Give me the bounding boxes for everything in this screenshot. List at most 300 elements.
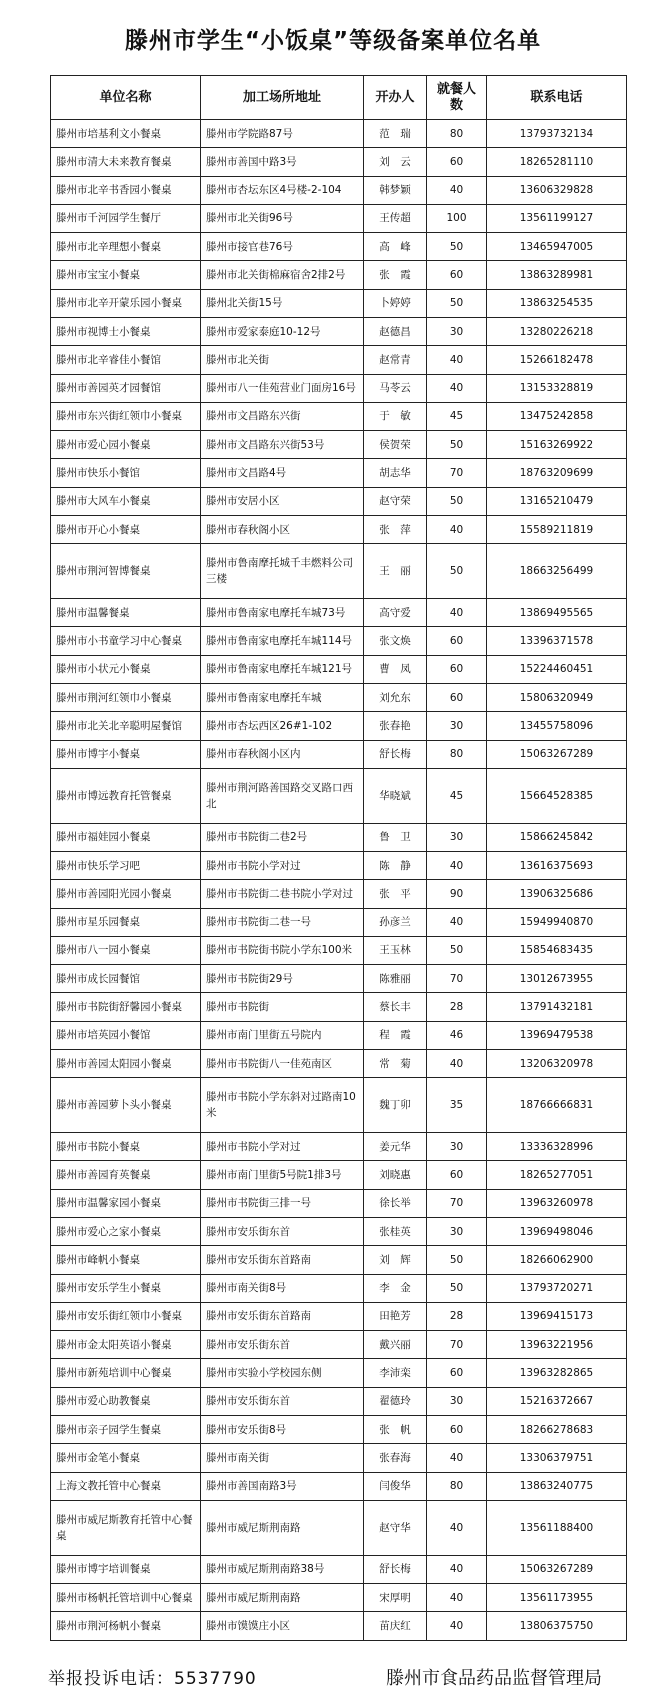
cell-person: 李 金: [364, 1274, 427, 1302]
cell-person: 张春海: [364, 1444, 427, 1472]
cell-name: 滕州市视博士小餐桌: [51, 317, 201, 345]
cell-person: 赵德昌: [364, 317, 427, 345]
cell-phone: 13206320978: [487, 1049, 627, 1077]
cell-name: 滕州市小状元小餐桌: [51, 655, 201, 683]
table-row: [51, 852, 627, 880]
cell-phone: 13863240775: [487, 1472, 627, 1500]
cell-person: 田艳芳: [364, 1302, 427, 1330]
cell-count: 70: [427, 965, 487, 993]
table-row: [51, 1472, 627, 1500]
document-title: 滕州市学生“小饭桌”等级备案单位名单: [124, 28, 542, 54]
cell-address: 滕州市书院街二巷一号: [201, 908, 364, 936]
cell-name: 上海文教托管中心餐桌: [51, 1472, 201, 1500]
cell-address: 滕州市杏坛西区26#1-102: [201, 712, 364, 740]
table-row: [51, 1161, 627, 1189]
cell-count: 50: [427, 289, 487, 317]
cell-name: 滕州市福娃园小餐桌: [51, 823, 201, 851]
cell-name: 滕州市杨帆托管培训中心餐桌: [51, 1584, 201, 1612]
cell-address: 滕州市安乐街东首: [201, 1218, 364, 1246]
cell-name: 滕州市星乐园餐桌: [51, 908, 201, 936]
cell-count: 30: [427, 1387, 487, 1415]
table-row: [51, 993, 627, 1021]
cell-phone: 13869495565: [487, 599, 627, 627]
cell-phone: 13863289981: [487, 261, 627, 289]
cell-count: 90: [427, 880, 487, 908]
cell-name: 滕州市小书童学习中心餐桌: [51, 627, 201, 655]
table-row: [51, 1078, 627, 1133]
table-row: [51, 655, 627, 683]
cell-phone: 18763209699: [487, 459, 627, 487]
cell-name: 滕州市成长园餐馆: [51, 965, 201, 993]
table-row: [51, 431, 627, 459]
cell-address: 滕州市安乐街8号: [201, 1415, 364, 1443]
cell-person: 张文焕: [364, 627, 427, 655]
cell-count: 28: [427, 1302, 487, 1330]
header-row: [51, 76, 627, 120]
cell-count: 40: [427, 374, 487, 402]
cell-address: 滕州市北关街棉麻宿舍2排2号: [201, 261, 364, 289]
cell-phone: 15949940870: [487, 908, 627, 936]
table-row: [51, 1021, 627, 1049]
cell-name: 滕州市北辛书香园小餐桌: [51, 176, 201, 204]
cell-person: 李沛栾: [364, 1359, 427, 1387]
table-row: [51, 289, 627, 317]
cell-person: 张 平: [364, 880, 427, 908]
cell-address: 滕州市安乐街东首: [201, 1387, 364, 1415]
cell-address: 滕州市爱家泰庭10-12号: [201, 317, 364, 345]
cell-address: 滕州北关街15号: [201, 289, 364, 317]
cell-person: 赵常青: [364, 346, 427, 374]
cell-address: 滕州市学院路87号: [201, 120, 364, 148]
cell-address: 滕州市书院街: [201, 993, 364, 1021]
cell-phone: 13336328996: [487, 1133, 627, 1161]
table-row: [51, 1500, 627, 1555]
cell-name: 滕州市八一园小餐桌: [51, 936, 201, 964]
cell-name: 滕州市快乐学习吧: [51, 852, 201, 880]
cell-count: 60: [427, 1359, 487, 1387]
cell-count: 50: [427, 233, 487, 261]
cell-count: 60: [427, 148, 487, 176]
cell-name: 滕州市北辛睿佳小餐馆: [51, 346, 201, 374]
cell-name: 滕州市书院街舒馨园小餐桌: [51, 993, 201, 1021]
table-row: [51, 176, 627, 204]
cell-address: 滕州市安乐街东首路南: [201, 1246, 364, 1274]
cell-address: 滕州市安居小区: [201, 487, 364, 515]
report-phone: 举报投诉电话：5537790: [48, 1669, 257, 1689]
table-row: [51, 204, 627, 232]
table-row: [51, 712, 627, 740]
cell-address: 滕州市书院街二巷2号: [201, 823, 364, 851]
table-row: [51, 233, 627, 261]
cell-count: 45: [427, 402, 487, 430]
cell-count: 35: [427, 1078, 487, 1133]
cell-count: 40: [427, 1049, 487, 1077]
cell-person: 张春艳: [364, 712, 427, 740]
cell-name: 滕州市峰帆小餐桌: [51, 1246, 201, 1274]
cell-name: 滕州市爱心之家小餐桌: [51, 1218, 201, 1246]
cell-person: 翟德玲: [364, 1387, 427, 1415]
cell-address: 滕州市书院小学对过: [201, 1133, 364, 1161]
table-row: [51, 515, 627, 543]
cell-address: 滕州市书院街三排一号: [201, 1189, 364, 1217]
cell-name: 滕州市金笔小餐桌: [51, 1444, 201, 1472]
cell-phone: 13616375693: [487, 852, 627, 880]
cell-count: 40: [427, 515, 487, 543]
cell-phone: 13963221956: [487, 1331, 627, 1359]
cell-person: 徐长举: [364, 1189, 427, 1217]
cell-person: 常 菊: [364, 1049, 427, 1077]
cell-address: 滕州市文昌路东兴街: [201, 402, 364, 430]
cell-phone: 18766666831: [487, 1078, 627, 1133]
cell-person: 王玉林: [364, 936, 427, 964]
table-row: [51, 1415, 627, 1443]
table-row: [51, 965, 627, 993]
cell-count: 60: [427, 683, 487, 711]
cell-address: 滕州市书院街二巷书院小学对过: [201, 880, 364, 908]
table-row: [51, 544, 627, 599]
cell-phone: 13969415173: [487, 1302, 627, 1330]
cell-phone: 15266182478: [487, 346, 627, 374]
cell-name: 滕州市清大未来教育餐桌: [51, 148, 201, 176]
cell-phone: 13306379751: [487, 1444, 627, 1472]
cell-name: 滕州市北辛理想小餐桌: [51, 233, 201, 261]
cell-phone: 13280226218: [487, 317, 627, 345]
cell-address: 滕州市善国中路3号: [201, 148, 364, 176]
cell-count: 80: [427, 1472, 487, 1500]
cell-address: 滕州市鲁南摩托城千丰燃料公司三楼: [201, 544, 364, 599]
cell-count: 40: [427, 1500, 487, 1555]
cell-person: 于 敏: [364, 402, 427, 430]
table-row: [51, 627, 627, 655]
cell-person: 高 峰: [364, 233, 427, 261]
cell-count: 50: [427, 936, 487, 964]
cell-person: 范 瑞: [364, 120, 427, 148]
cell-count: 60: [427, 655, 487, 683]
cell-phone: 15854683435: [487, 936, 627, 964]
cell-phone: 18266062900: [487, 1246, 627, 1274]
cell-address: 滕州市书院街书院小学东100米: [201, 936, 364, 964]
cell-phone: 13863254535: [487, 289, 627, 317]
cell-person: 王 丽: [364, 544, 427, 599]
cell-address: 滕州市南关街8号: [201, 1274, 364, 1302]
cell-address: 滕州市南关街: [201, 1444, 364, 1472]
cell-phone: 13791432181: [487, 993, 627, 1021]
cell-address: 滕州市南门里街5号院1排3号: [201, 1161, 364, 1189]
cell-phone: 18663256499: [487, 544, 627, 599]
table-row: [51, 908, 627, 936]
cell-count: 40: [427, 908, 487, 936]
cell-person: 马苓云: [364, 374, 427, 402]
cell-count: 50: [427, 1246, 487, 1274]
cell-person: 舒长梅: [364, 740, 427, 768]
header-person: 开办人: [364, 76, 427, 120]
cell-name: 滕州市善园阳光园小餐桌: [51, 880, 201, 908]
cell-person: 戴兴丽: [364, 1331, 427, 1359]
cell-phone: 13012673955: [487, 965, 627, 993]
cell-count: 100: [427, 204, 487, 232]
table-row: [51, 1555, 627, 1583]
cell-name: 滕州市快乐小餐馆: [51, 459, 201, 487]
cell-count: 46: [427, 1021, 487, 1049]
table-row: [51, 1218, 627, 1246]
table-row: [51, 1584, 627, 1612]
cell-person: 卜婷婷: [364, 289, 427, 317]
cell-address: 滕州市鲁南家电摩托车城114号: [201, 627, 364, 655]
cell-address: 滕州市安乐街东首: [201, 1331, 364, 1359]
cell-phone: 13969479538: [487, 1021, 627, 1049]
cell-count: 30: [427, 712, 487, 740]
table-row: [51, 1444, 627, 1472]
cell-person: 赵守华: [364, 1500, 427, 1555]
cell-count: 40: [427, 1444, 487, 1472]
cell-phone: 15806320949: [487, 683, 627, 711]
table-row: [51, 740, 627, 768]
cell-address: 滕州市书院街八一佳苑南区: [201, 1049, 364, 1077]
cell-person: 高守爱: [364, 599, 427, 627]
table-row: [51, 1246, 627, 1274]
cell-person: 陈 静: [364, 852, 427, 880]
cell-count: 30: [427, 317, 487, 345]
cell-name: 滕州市博宇培训餐桌: [51, 1555, 201, 1583]
cell-name: 滕州市温馨家园小餐桌: [51, 1189, 201, 1217]
cell-person: 赵守荣: [364, 487, 427, 515]
cell-name: 滕州市荆河杨帆小餐桌: [51, 1612, 201, 1641]
cell-person: 张 萍: [364, 515, 427, 543]
cell-count: 28: [427, 993, 487, 1021]
cell-phone: 18265281110: [487, 148, 627, 176]
cell-name: 滕州市北关北辛聪明屋餐馆: [51, 712, 201, 740]
cell-phone: 18265277051: [487, 1161, 627, 1189]
cell-phone: 15163269922: [487, 431, 627, 459]
cell-name: 滕州市安乐街红领巾小餐桌: [51, 1302, 201, 1330]
cell-address: 滕州市春秋阁小区: [201, 515, 364, 543]
cell-person: 刘晓惠: [364, 1161, 427, 1189]
cell-name: 滕州市金太阳英语小餐桌: [51, 1331, 201, 1359]
cell-address: 滕州市馍馍庄小区: [201, 1612, 364, 1641]
cell-address: 滕州市实验小学校园东侧: [201, 1359, 364, 1387]
table-row: [51, 374, 627, 402]
cell-person: 曹 凤: [364, 655, 427, 683]
cell-person: 侯贺荣: [364, 431, 427, 459]
cell-count: 60: [427, 627, 487, 655]
cell-phone: 15216372667: [487, 1387, 627, 1415]
cell-person: 蔡长丰: [364, 993, 427, 1021]
table-row: [51, 261, 627, 289]
cell-count: 50: [427, 1274, 487, 1302]
cell-phone: 18266278683: [487, 1415, 627, 1443]
cell-person: 宋厚明: [364, 1584, 427, 1612]
cell-address: 滕州市威尼斯荆南路: [201, 1584, 364, 1612]
cell-address: 滕州市威尼斯荆南路: [201, 1500, 364, 1555]
table-row: [51, 1302, 627, 1330]
cell-count: 45: [427, 768, 487, 823]
cell-person: 张 霞: [364, 261, 427, 289]
cell-person: 鲁 卫: [364, 823, 427, 851]
table-row: [51, 1133, 627, 1161]
cell-person: 姜元华: [364, 1133, 427, 1161]
cell-person: 程 霞: [364, 1021, 427, 1049]
cell-person: 刘允东: [364, 683, 427, 711]
cell-person: 舒长梅: [364, 1555, 427, 1583]
cell-name: 滕州市爱心助教餐桌: [51, 1387, 201, 1415]
cell-count: 30: [427, 1133, 487, 1161]
cell-count: 60: [427, 1415, 487, 1443]
cell-name: 滕州市威尼斯教育托管中心餐桌: [51, 1500, 201, 1555]
cell-count: 40: [427, 1612, 487, 1641]
cell-address: 滕州市威尼斯荆南路38号: [201, 1555, 364, 1583]
cell-phone: 13793720271: [487, 1274, 627, 1302]
cell-address: 滕州市书院小学东斜对过路南10米: [201, 1078, 364, 1133]
cell-address: 滕州市文昌路东兴街53号: [201, 431, 364, 459]
cell-count: 40: [427, 346, 487, 374]
cell-person: 苗庆红: [364, 1612, 427, 1641]
cell-count: 80: [427, 120, 487, 148]
cell-name: 滕州市爱心园小餐桌: [51, 431, 201, 459]
cell-address: 滕州市书院小学对过: [201, 852, 364, 880]
cell-address: 滕州市安乐街东首路南: [201, 1302, 364, 1330]
cell-person: 华晓斌: [364, 768, 427, 823]
cell-name: 滕州市安乐学生小餐桌: [51, 1274, 201, 1302]
table-row: [51, 936, 627, 964]
cell-person: 陈雅丽: [364, 965, 427, 993]
cell-phone: 13606329828: [487, 176, 627, 204]
cell-phone: 15063267289: [487, 1555, 627, 1583]
cell-phone: 15224460451: [487, 655, 627, 683]
cell-phone: 13906325686: [487, 880, 627, 908]
cell-phone: 13963282865: [487, 1359, 627, 1387]
cell-count: 50: [427, 544, 487, 599]
cell-phone: 13793732134: [487, 120, 627, 148]
cell-address: 滕州市春秋阁小区内: [201, 740, 364, 768]
cell-name: 滕州市荆河红领巾小餐桌: [51, 683, 201, 711]
table-row: [51, 317, 627, 345]
table-row: [51, 459, 627, 487]
cell-name: 滕州市善园太阳园小餐桌: [51, 1049, 201, 1077]
cell-count: 60: [427, 1161, 487, 1189]
table-row: [51, 120, 627, 148]
cell-address: 滕州市接官巷76号: [201, 233, 364, 261]
cell-phone: 15866245842: [487, 823, 627, 851]
cell-name: 滕州市培英园小餐馆: [51, 1021, 201, 1049]
cell-address: 滕州市鲁南家电摩托车城121号: [201, 655, 364, 683]
header-name: 单位名称: [51, 76, 201, 120]
cell-count: 80: [427, 740, 487, 768]
cell-phone: 13396371578: [487, 627, 627, 655]
cell-count: 70: [427, 1189, 487, 1217]
cell-address: 滕州市鲁南家电摩托车城73号: [201, 599, 364, 627]
cell-phone: 13455758096: [487, 712, 627, 740]
table-row: [51, 1612, 627, 1641]
table-row: [51, 1387, 627, 1415]
table-row: [51, 768, 627, 823]
cell-address: 滕州市荆河路善国路交叉路口西北: [201, 768, 364, 823]
cell-phone: 13561199127: [487, 204, 627, 232]
cell-address: 滕州市南门里街五号院内: [201, 1021, 364, 1049]
cell-address: 滕州市八一佳苑营业门面房16号: [201, 374, 364, 402]
cell-person: 刘 云: [364, 148, 427, 176]
cell-count: 50: [427, 431, 487, 459]
table-row: [51, 346, 627, 374]
table-row: [51, 1274, 627, 1302]
cell-name: 滕州市温馨餐桌: [51, 599, 201, 627]
header-address: 加工场所地址: [201, 76, 364, 120]
cell-name: 滕州市书院小餐桌: [51, 1133, 201, 1161]
cell-phone: 13969498046: [487, 1218, 627, 1246]
cell-person: 魏丁卯: [364, 1078, 427, 1133]
cell-name: 滕州市开心小餐桌: [51, 515, 201, 543]
table-body: [51, 120, 627, 1641]
cell-phone: 13465947005: [487, 233, 627, 261]
cell-count: 40: [427, 176, 487, 204]
cell-name: 滕州市善园英才园餐馆: [51, 374, 201, 402]
cell-address: 滕州市文昌路4号: [201, 459, 364, 487]
cell-count: 40: [427, 852, 487, 880]
table-row: [51, 1359, 627, 1387]
cell-count: 70: [427, 1331, 487, 1359]
cell-person: 刘 辉: [364, 1246, 427, 1274]
cell-phone: 13475242858: [487, 402, 627, 430]
cell-address: 滕州市北关街: [201, 346, 364, 374]
cell-person: 王传超: [364, 204, 427, 232]
cell-phone: 13165210479: [487, 487, 627, 515]
cell-person: 张 帆: [364, 1415, 427, 1443]
cell-name: 滕州市东兴街红领巾小餐桌: [51, 402, 201, 430]
table-row: [51, 1331, 627, 1359]
cell-count: 30: [427, 823, 487, 851]
cell-address: 滕州市书院街29号: [201, 965, 364, 993]
registry-table: [50, 75, 627, 1641]
cell-phone: 13561188400: [487, 1500, 627, 1555]
cell-name: 滕州市亲子园学生餐桌: [51, 1415, 201, 1443]
cell-count: 40: [427, 1584, 487, 1612]
header-phone: 联系电话: [487, 76, 627, 120]
table-row: [51, 402, 627, 430]
cell-name: 滕州市博宇小餐桌: [51, 740, 201, 768]
cell-phone: 13561173955: [487, 1584, 627, 1612]
header-count: 就餐人数: [427, 76, 487, 120]
cell-address: 滕州市杏坛东区4号楼-2-104: [201, 176, 364, 204]
cell-name: 滕州市千河园学生餐厅: [51, 204, 201, 232]
table-row: [51, 1049, 627, 1077]
cell-address: 滕州市善国南路3号: [201, 1472, 364, 1500]
cell-count: 40: [427, 1555, 487, 1583]
cell-phone: 13963260978: [487, 1189, 627, 1217]
cell-name: 滕州市新苑培训中心餐桌: [51, 1359, 201, 1387]
cell-phone: 13806375750: [487, 1612, 627, 1641]
cell-phone: 15589211819: [487, 515, 627, 543]
table-row: [51, 599, 627, 627]
cell-person: 孙彦兰: [364, 908, 427, 936]
cell-person: 闫俊华: [364, 1472, 427, 1500]
cell-address: 滕州市北关街96号: [201, 204, 364, 232]
cell-count: 70: [427, 459, 487, 487]
cell-name: 滕州市北辛开蒙乐园小餐桌: [51, 289, 201, 317]
cell-count: 50: [427, 487, 487, 515]
cell-name: 滕州市培基利文小餐桌: [51, 120, 201, 148]
cell-count: 60: [427, 261, 487, 289]
cell-address: 滕州市鲁南家电摩托车城: [201, 683, 364, 711]
issuing-authority: 滕州市食品药品监督管理局: [386, 1668, 602, 1689]
cell-name: 滕州市荆河智博餐桌: [51, 544, 201, 599]
cell-person: 张桂英: [364, 1218, 427, 1246]
table-row: [51, 1189, 627, 1217]
cell-count: 40: [427, 599, 487, 627]
table-row: [51, 148, 627, 176]
cell-person: 胡志华: [364, 459, 427, 487]
cell-phone: 13153328819: [487, 374, 627, 402]
table-row: [51, 683, 627, 711]
cell-name: 滕州市博远教育托管餐桌: [51, 768, 201, 823]
